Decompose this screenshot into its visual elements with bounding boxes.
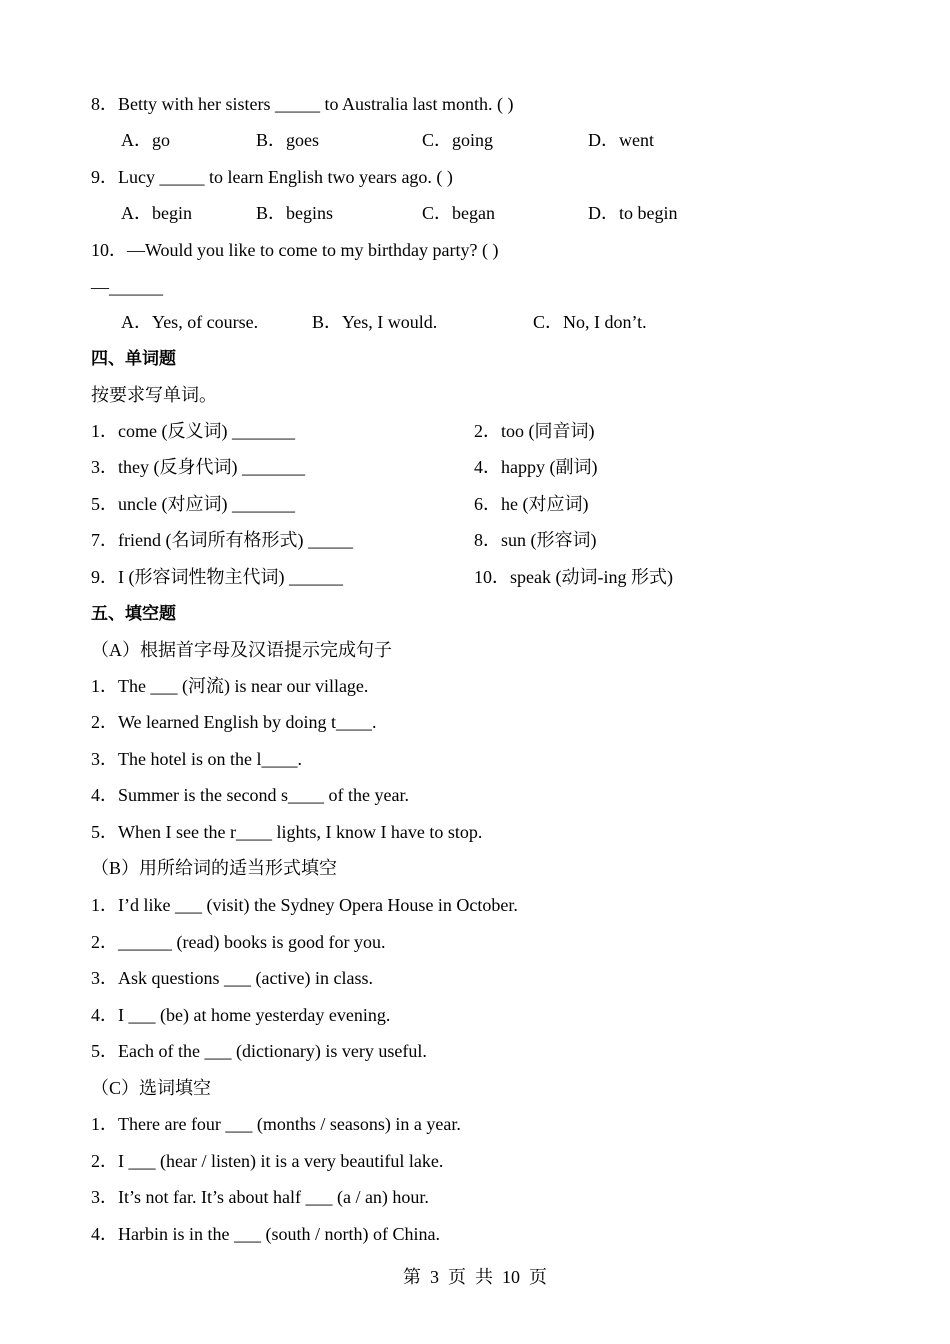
question-8-option-b: B．goes — [256, 130, 319, 150]
question-9-stem: 9．Lucy _____ to learn English two years ago. ( ) — [91, 167, 453, 187]
question-10-option-a: A．Yes, of course. — [121, 312, 259, 332]
question-10-option-b: B．Yes, I would. — [312, 312, 438, 332]
word-item-9: 9．I (形容词性物主代词) ______ — [91, 567, 343, 587]
part-b-item-3: 3．Ask questions ___ (active) in class. — [91, 968, 373, 988]
part-b-item-5: 5．Each of the ___ (dictionary) is very useful. — [91, 1041, 427, 1061]
part-c-item-3: 3．It’s not far. It’s about half ___ (a / an) hour. — [91, 1187, 429, 1207]
part-a-item-2: 2．We learned English by doing t____. — [91, 712, 377, 732]
question-10-stem: 10．—Would you like to come to my birthday party? ( ) — [91, 240, 499, 260]
word-item-8: 8．sun (形容词) — [474, 530, 597, 550]
word-item-2: 2．too (同音词) — [474, 421, 595, 441]
question-8-option-a: A．go — [121, 130, 170, 150]
part-c-title: （C）选词填空 — [91, 1078, 212, 1098]
part-a-title: （A）根据首字母及汉语提示完成句子 — [91, 640, 392, 660]
word-item-10: 10．speak (动词-ing 形式) — [474, 567, 673, 587]
part-a-item-4: 4．Summer is the second s____ of the year. — [91, 785, 409, 805]
question-9-option-d: D．to begin — [588, 203, 678, 223]
part-a-item-5: 5．When I see the r____ lights, I know I have to stop. — [91, 822, 483, 842]
question-9-option-a: A．begin — [121, 203, 192, 223]
word-item-6: 6．he (对应词) — [474, 494, 589, 514]
question-8-option-c: C．going — [422, 130, 494, 150]
part-a-item-1: 1．The ___ (河流) is near our village. — [91, 676, 369, 696]
part-b-item-4: 4．I ___ (be) at home yesterday evening. — [91, 1005, 391, 1025]
word-item-7: 7．friend (名词所有格形式) _____ — [91, 530, 353, 550]
word-item-4: 4．happy (副词) — [474, 457, 598, 477]
question-9-option-b: B．begins — [256, 203, 334, 223]
section-4-title: 四、单词题 — [91, 349, 176, 369]
word-item-5: 5．uncle (对应词) _______ — [91, 494, 295, 514]
question-10-reply-blank: —______ — [91, 277, 163, 297]
section-4-instruction: 按要求写单词。 — [91, 385, 217, 405]
part-c-item-2: 2．I ___ (hear / listen) it is a very beautiful lake. — [91, 1151, 444, 1171]
question-10-option-c: C．No, I don’t. — [533, 312, 647, 332]
question-8-stem: 8．Betty with her sisters _____ to Australia last month. ( ) — [91, 94, 514, 114]
word-item-3: 3．they (反身代词) _______ — [91, 457, 305, 477]
part-b-item-1: 1．I’d like ___ (visit) the Sydney Opera House in October. — [91, 895, 518, 915]
part-c-item-1: 1．There are four ___ (months / seasons) in a year. — [91, 1114, 461, 1134]
part-b-title: （B）用所给词的适当形式填空 — [91, 858, 338, 878]
page-number-footer: 第 3 页 共 10 页 — [403, 1267, 547, 1287]
word-item-1: 1．come (反义词) _______ — [91, 421, 295, 441]
part-a-item-3: 3．The hotel is on the l____. — [91, 749, 302, 769]
part-b-item-2: 2．______ (read) books is good for you. — [91, 932, 386, 952]
part-c-item-4: 4．Harbin is in the ___ (south / north) of China. — [91, 1224, 440, 1244]
question-8-option-d: D．went — [588, 130, 654, 150]
question-9-option-c: C．began — [422, 203, 495, 223]
section-5-title: 五、填空题 — [91, 604, 176, 624]
